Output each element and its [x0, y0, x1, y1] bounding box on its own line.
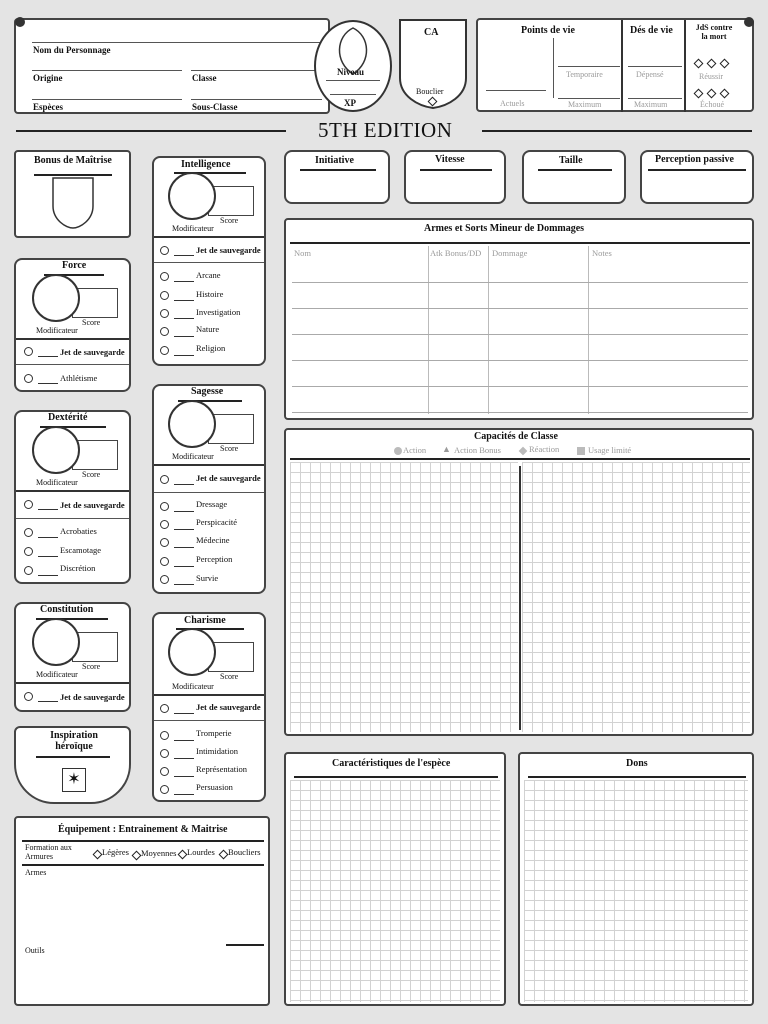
legend-reaction: Réaction: [529, 444, 560, 454]
death-saves-title: JdS contre la mort: [695, 23, 733, 41]
force-save-label: Jet de sauvegarde: [60, 347, 125, 357]
hp-max-label: Maximum: [568, 100, 602, 109]
title-rule-left: [16, 130, 286, 132]
weapons-col-notes: Notes: [592, 248, 612, 258]
stat-taille[interactable]: [522, 150, 626, 204]
proficiency-bonus-title: Bonus de Maîtrise: [34, 155, 112, 166]
dexterite-title: Dextérité: [48, 412, 88, 423]
legend-bonus-action-icon: ▲: [442, 444, 451, 454]
dexterite-modifier-label: Modificateur: [36, 478, 78, 487]
skill-label-survie: Survie: [196, 573, 219, 583]
species-traits-title: Caractéristiques de l'espèce: [332, 758, 451, 769]
xp-label: XP: [344, 98, 356, 108]
constitution-save-label: Jet de sauvegarde: [60, 692, 125, 702]
dexterite-box: [14, 410, 131, 584]
hp-current-label: Actuels: [500, 99, 525, 108]
hit-dice-spent-label: Dépensé: [636, 70, 664, 79]
dexterite-score-label: Score: [82, 470, 101, 479]
hp-hitdice-separator: [621, 20, 623, 112]
force-score-label: Score: [82, 318, 101, 327]
armor-shield-checkbox[interactable]: [219, 850, 229, 860]
stat-vitesse[interactable]: [404, 150, 506, 204]
dexterite-save-radio[interactable]: [24, 500, 33, 509]
weapons-col-sep-2: [488, 246, 489, 414]
death-success-1[interactable]: [694, 59, 704, 69]
skill-radio-escamotage[interactable]: [24, 547, 33, 556]
xp-field[interactable]: [330, 94, 376, 95]
weapons-row-1[interactable]: [292, 282, 748, 283]
weapons-col-nom: Nom: [294, 248, 311, 258]
level-emblem: [314, 20, 392, 112]
hit-points-box: [476, 18, 754, 112]
intelligence-title: Intelligence: [181, 159, 231, 170]
armor-light-label: Légères: [102, 847, 129, 857]
equipment-title: Équipement : Entrainement & Maitrise: [58, 824, 228, 835]
charisme-score-label: Score: [220, 672, 239, 681]
sagesse-modifier-field[interactable]: [168, 400, 216, 448]
weapons-row-5[interactable]: [292, 386, 748, 387]
level-ornament-icon: [316, 22, 390, 110]
weapons-training-label: Armes: [25, 868, 47, 877]
subclass-field[interactable]: [191, 99, 322, 100]
sagesse-score-label: Score: [220, 444, 239, 453]
dexterite-save-field[interactable]: [38, 509, 58, 510]
skill-field-intimidation[interactable]: [174, 758, 194, 759]
skill-label-arcane: Arcane: [196, 270, 221, 280]
feats-grid[interactable]: [524, 780, 748, 1002]
skill-field-perspicacite[interactable]: [174, 529, 194, 530]
skill-radio-discretion[interactable]: [24, 566, 33, 575]
intelligence-save-field[interactable]: [174, 255, 194, 256]
legend-limited-use-icon: [577, 447, 585, 455]
dexterite-divider: [16, 490, 129, 492]
death-success-2[interactable]: [707, 59, 717, 69]
skill-radio-arcane[interactable]: [160, 272, 169, 281]
hitdice-death-separator: [684, 20, 686, 112]
armor-heavy-label: Lourdes: [187, 847, 215, 857]
skill-field-acrobaties[interactable]: [38, 537, 58, 538]
constitution-title: Constitution: [40, 604, 94, 615]
force-divider-2: [16, 364, 129, 365]
skill-radio-athletisme[interactable]: [24, 374, 33, 383]
corner-ornament-left: [15, 17, 25, 27]
force-save-radio[interactable]: [24, 347, 33, 356]
class-features-grid-left[interactable]: [290, 462, 518, 732]
character-name-label: Nom du Personnage: [33, 45, 111, 55]
charisme-modifier-label: Modificateur: [172, 682, 214, 691]
weapons-row-4[interactable]: [292, 360, 748, 361]
skill-label-persuasion: Persuasion: [196, 782, 233, 792]
level-field[interactable]: [326, 80, 380, 81]
armor-medium-checkbox[interactable]: [132, 851, 142, 861]
hit-points-title: Points de vie: [521, 25, 575, 36]
intelligence-divider-2: [154, 262, 264, 263]
tools-training-field[interactable]: [22, 958, 264, 1002]
equipment-armor-rule: [22, 864, 264, 866]
stat-rule-vitesse: [420, 169, 492, 171]
legend-action: Action: [403, 445, 427, 455]
intelligence-save-radio[interactable]: [160, 246, 169, 255]
stat-initiative[interactable]: [284, 150, 390, 204]
force-title: Force: [62, 260, 87, 271]
skill-field-dressage[interactable]: [174, 511, 194, 512]
weapons-title-rule: [290, 242, 750, 244]
weapons-row-6[interactable]: [292, 412, 748, 413]
sagesse-box: [152, 384, 266, 594]
skill-radio-tromperie[interactable]: [160, 731, 169, 740]
skill-label-histoire: Histoire: [196, 289, 224, 299]
class-features-grid-right[interactable]: [522, 462, 750, 732]
skill-radio-investigation[interactable]: [160, 309, 169, 318]
inspiration-title-rule: [36, 756, 110, 758]
constitution-modifier-field[interactable]: [32, 618, 80, 666]
title-rule-right: [482, 130, 752, 132]
stat-label-taille: Taille: [559, 155, 583, 166]
class-features-title-rule: [290, 458, 750, 460]
stat-label-perception-passive: Perception passive: [655, 154, 734, 165]
stat-rule-taille: [538, 169, 612, 171]
skill-label-medecine: Médecine: [196, 535, 230, 545]
hit-dice-spent-field[interactable]: [628, 66, 682, 67]
hp-temp-label: Temporaire: [566, 70, 603, 79]
skill-field-survie[interactable]: [174, 584, 194, 585]
skill-field-perception[interactable]: [174, 566, 194, 567]
inspiration-star-icon[interactable]: ✶: [62, 768, 86, 792]
weapons-row-2[interactable]: [292, 308, 748, 309]
skill-radio-acrobaties[interactable]: [24, 528, 33, 537]
skill-field-nature[interactable]: [174, 336, 194, 337]
subclass-label: Sous-Classe: [192, 102, 238, 112]
skill-field-investigation[interactable]: [174, 318, 194, 319]
hit-dice-title: Dés de vie: [630, 25, 673, 36]
constitution-box: [14, 602, 131, 712]
stat-rule-perception-passive: [648, 169, 746, 171]
ca-label: CA: [424, 27, 439, 38]
skill-label-perception: Perception: [196, 554, 233, 564]
character-info-box: [14, 18, 330, 114]
species-traits-rule: [294, 776, 498, 778]
sagesse-title: Sagesse: [191, 386, 224, 397]
legend-action-icon: [394, 447, 402, 455]
weapons-box: [284, 218, 754, 420]
hp-divider: [553, 38, 554, 98]
skill-field-discretion[interactable]: [38, 575, 58, 576]
character-name-field[interactable]: [32, 42, 322, 43]
death-success-label: Réussir: [699, 72, 723, 81]
feats-rule: [528, 776, 746, 778]
level-label: Niveau: [337, 67, 364, 77]
sagesse-save-radio[interactable]: [160, 475, 169, 484]
stat-perception-passive[interactable]: [640, 150, 754, 204]
death-failure-1[interactable]: [694, 89, 704, 99]
armor-shield-label: Boucliers: [228, 847, 261, 857]
constitution-score-label: Score: [82, 662, 101, 671]
feats-title: Dons: [626, 758, 648, 769]
skill-radio-intimidation[interactable]: [160, 749, 169, 758]
stat-rule-initiative: [300, 169, 376, 171]
intelligence-modifier-label: Modificateur: [172, 224, 214, 233]
dexterite-divider-2: [16, 518, 129, 519]
charisme-save-label: Jet de sauvegarde: [196, 702, 261, 712]
charisme-save-field[interactable]: [174, 713, 194, 714]
proficiency-shield-icon[interactable]: [50, 176, 96, 230]
skill-label-perspicacite: Perspicacité: [196, 517, 238, 527]
intelligence-save-label: Jet de sauvegarde: [196, 245, 261, 255]
sagesse-save-field[interactable]: [174, 484, 194, 485]
origin-field[interactable]: [32, 70, 182, 71]
skill-radio-medecine[interactable]: [160, 538, 169, 547]
constitution-modifier-label: Modificateur: [36, 670, 78, 679]
death-failure-2[interactable]: [707, 89, 717, 99]
intelligence-divider: [154, 236, 264, 238]
sagesse-divider-2: [154, 492, 264, 493]
armor-light-checkbox[interactable]: [93, 850, 103, 860]
skill-field-arcane[interactable]: [174, 281, 194, 282]
hit-dice-max-label: Maximum: [634, 100, 668, 109]
skill-radio-perspicacite[interactable]: [160, 520, 169, 529]
force-modifier-label: Modificateur: [36, 326, 78, 335]
weapons-col-sep-3: [588, 246, 589, 414]
equipment-weapons-rule: [226, 944, 264, 946]
charisme-modifier-field[interactable]: [168, 628, 216, 676]
equipment-box: [14, 816, 270, 1006]
proficiency-bonus-box: [14, 150, 131, 238]
shield-label: Bouclier: [416, 87, 444, 96]
weapons-col-sep-1: [428, 246, 429, 414]
death-failure-3[interactable]: [720, 89, 730, 99]
skill-label-escamotage: Escamotage: [60, 545, 102, 555]
constitution-divider: [16, 682, 129, 684]
skill-radio-histoire[interactable]: [160, 291, 169, 300]
hp-current-field[interactable]: [486, 90, 546, 91]
edition-title: 5TH EDITION: [318, 118, 453, 142]
class-features-divider: [519, 466, 521, 730]
skill-radio-dressage[interactable]: [160, 502, 169, 511]
charisme-box: [152, 612, 266, 802]
skill-radio-survie[interactable]: [160, 575, 169, 584]
force-divider: [16, 338, 129, 340]
species-field[interactable]: [32, 99, 182, 100]
intelligence-box: [152, 156, 266, 366]
class-label: Classe: [192, 73, 217, 83]
skill-field-athletisme[interactable]: [38, 383, 58, 384]
skill-radio-religion[interactable]: [160, 346, 169, 355]
charisme-divider: [154, 694, 264, 696]
dexterite-save-label: Jet de sauvegarde: [60, 500, 125, 510]
skill-field-representation[interactable]: [174, 776, 194, 777]
class-features-title: Capacités de Classe: [474, 431, 558, 442]
skill-field-tromperie[interactable]: [174, 740, 194, 741]
stat-label-vitesse: Vitesse: [435, 154, 465, 165]
weapons-title: Armes et Sorts Mineur de Dommages: [424, 223, 585, 234]
skill-radio-nature[interactable]: [160, 327, 169, 336]
skill-field-medecine[interactable]: [174, 547, 194, 548]
constitution-save-field[interactable]: [38, 701, 58, 702]
skill-field-escamotage[interactable]: [38, 556, 58, 557]
intelligence-modifier-field[interactable]: [168, 172, 216, 220]
tools-training-label: Outils: [25, 946, 45, 955]
skill-field-persuasion[interactable]: [174, 794, 194, 795]
skill-field-histoire[interactable]: [174, 300, 194, 301]
class-field[interactable]: [191, 70, 322, 71]
charisme-save-radio[interactable]: [160, 704, 169, 713]
equipment-title-rule: [22, 840, 264, 842]
weapons-row-3[interactable]: [292, 334, 748, 335]
skill-label-investigation: Investigation: [196, 307, 241, 317]
corner-ornament-right: [744, 17, 754, 27]
weapons-col-dommage: Dommage: [492, 248, 528, 258]
weapons-col-atk: Atk Bonus/DD: [430, 248, 482, 258]
charisme-divider-2: [154, 720, 264, 721]
force-save-field[interactable]: [38, 356, 58, 357]
armor-medium-label: Moyennes: [141, 848, 177, 858]
legend-limited-use: Usage limité: [588, 445, 632, 455]
inspiration-box: [14, 726, 131, 804]
species-traits-grid[interactable]: [290, 780, 500, 1002]
sagesse-divider: [154, 464, 264, 466]
skill-label-intimidation: Intimidation: [196, 746, 239, 756]
skill-label-representation: Représentation: [196, 764, 247, 774]
force-modifier-field[interactable]: [32, 274, 80, 322]
feats-box: [518, 752, 754, 1006]
death-failure-label: Échoué: [700, 100, 724, 109]
species-label: Espèces: [33, 102, 63, 112]
inspiration-title: Inspiration héroïque: [50, 730, 98, 752]
skill-field-religion[interactable]: [174, 355, 194, 356]
skill-label-tromperie: Tromperie: [196, 728, 232, 738]
charisme-title: Charisme: [184, 615, 226, 626]
class-features-box: [284, 428, 754, 736]
armor-heavy-checkbox[interactable]: [178, 850, 188, 860]
hit-dice-max-field[interactable]: [628, 98, 682, 99]
legend-reaction-icon: [519, 447, 527, 455]
skill-label-athletisme: Athlétisme: [60, 373, 98, 383]
dexterite-modifier-field[interactable]: [32, 426, 80, 474]
skill-label-dressage: Dressage: [196, 499, 228, 509]
skill-label-acrobaties: Acrobaties: [60, 526, 97, 536]
weapons-training-field[interactable]: [22, 878, 264, 944]
intelligence-score-label: Score: [220, 216, 239, 225]
skill-radio-representation[interactable]: [160, 767, 169, 776]
constitution-save-radio[interactable]: [24, 692, 33, 701]
armor-training-label: Formation aux Armures: [25, 843, 72, 861]
hp-temp-field[interactable]: [558, 66, 620, 67]
origin-label: Origine: [33, 73, 63, 83]
sagesse-modifier-label: Modificateur: [172, 452, 214, 461]
skill-radio-perception[interactable]: [160, 557, 169, 566]
stat-label-initiative: Initiative: [315, 155, 354, 166]
skill-label-discretion: Discrétion: [60, 563, 96, 573]
skill-radio-persuasion[interactable]: [160, 785, 169, 794]
skill-label-religion: Religion: [196, 343, 226, 353]
death-success-3[interactable]: [720, 59, 730, 69]
species-traits-box: [284, 752, 506, 1006]
force-box: [14, 258, 131, 392]
skill-label-nature: Nature: [196, 324, 220, 334]
sagesse-save-label: Jet de sauvegarde: [196, 473, 261, 483]
hp-max-field[interactable]: [558, 98, 620, 99]
legend-bonus-action: Action Bonus: [454, 445, 501, 455]
